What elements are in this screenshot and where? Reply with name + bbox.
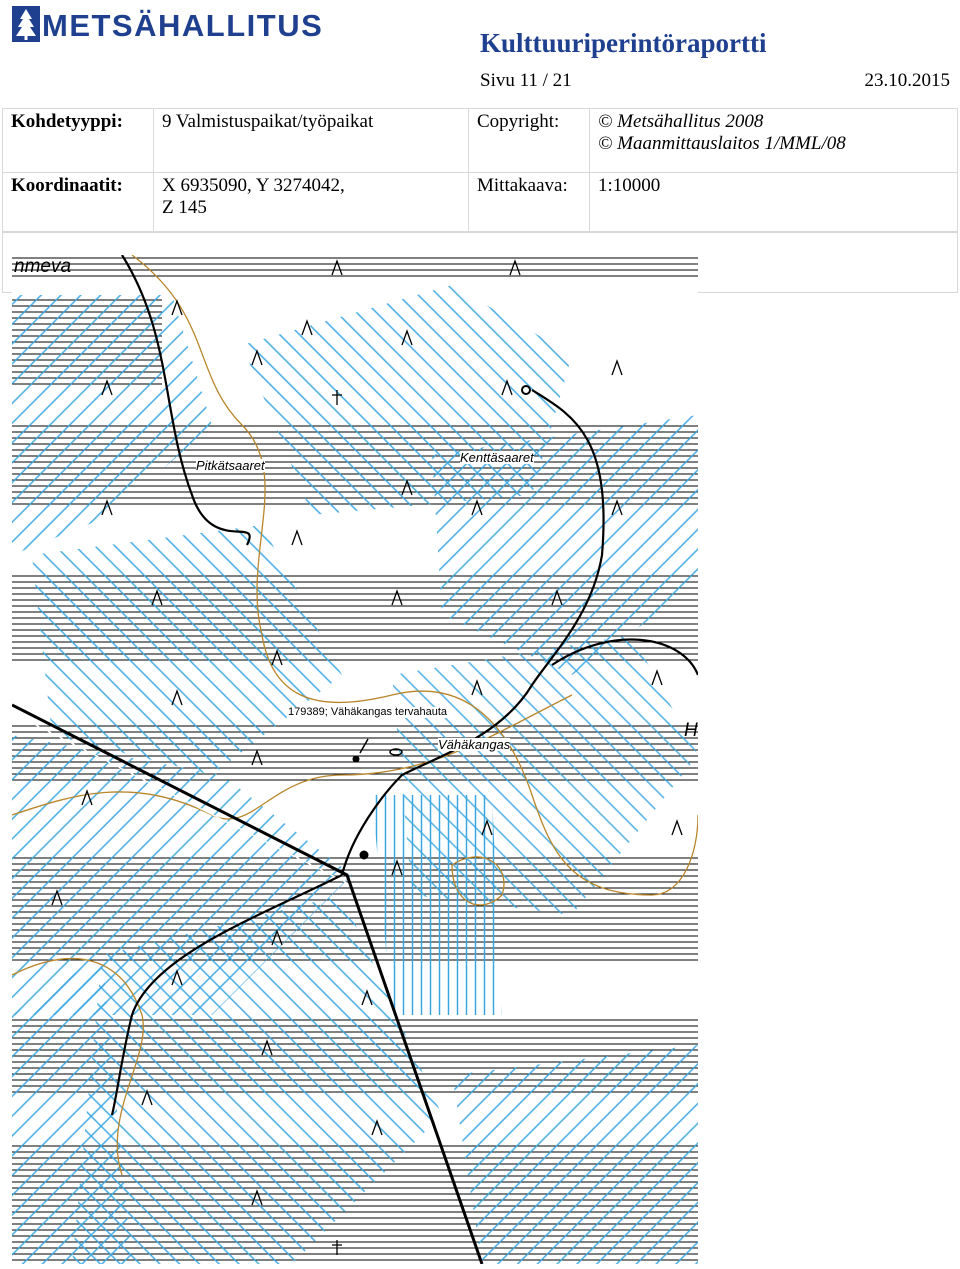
koordinaatit-line-2: Z 145	[162, 197, 207, 218]
tree-icon	[12, 6, 40, 42]
kohdetyyppi-label: Kohdetyyppi:	[3, 109, 154, 173]
koordinaatit-line-1: X 6935090, Y 3274042,	[162, 175, 345, 196]
info-table	[2, 108, 958, 232]
map	[12, 255, 698, 1264]
page-number: Sivu 11 / 21	[480, 70, 572, 91]
map-canvas	[12, 255, 698, 1264]
koordinaatit-value	[154, 173, 469, 232]
mittakaava-label: Mittakaava:	[469, 173, 590, 232]
kohdetyyppi-value: 9 Valmistuspaikat/työpaikat	[154, 109, 469, 173]
mittakaava-value: 1:10000	[590, 173, 958, 232]
report-title: Kulttuuriperintöraportti	[480, 28, 767, 58]
report-date: 23.10.2015	[864, 70, 950, 91]
logo-text: METSÄHALLITUS	[42, 8, 324, 43]
label-site: 179389; Vähäkangas tervahauta	[288, 706, 448, 718]
label-vahakangas: Vähäkangas	[438, 737, 511, 752]
label-kenttasaaret: Kenttäsaaret	[460, 450, 534, 465]
label-pitkatsaaret: Pitkätsaaret	[196, 458, 265, 473]
copyright-line-2: © Maanmittauslaitos 1/MML/08	[598, 133, 846, 154]
copyright-label: Copyright:	[469, 109, 590, 173]
koordinaatit-label: Koordinaatit:	[3, 173, 154, 232]
copyright-value	[590, 109, 958, 173]
label-h: H	[684, 720, 698, 741]
logo	[12, 4, 40, 44]
copyright-line-1: © Metsähallitus 2008	[598, 111, 764, 132]
label-nmeva: nmeva	[14, 256, 72, 277]
